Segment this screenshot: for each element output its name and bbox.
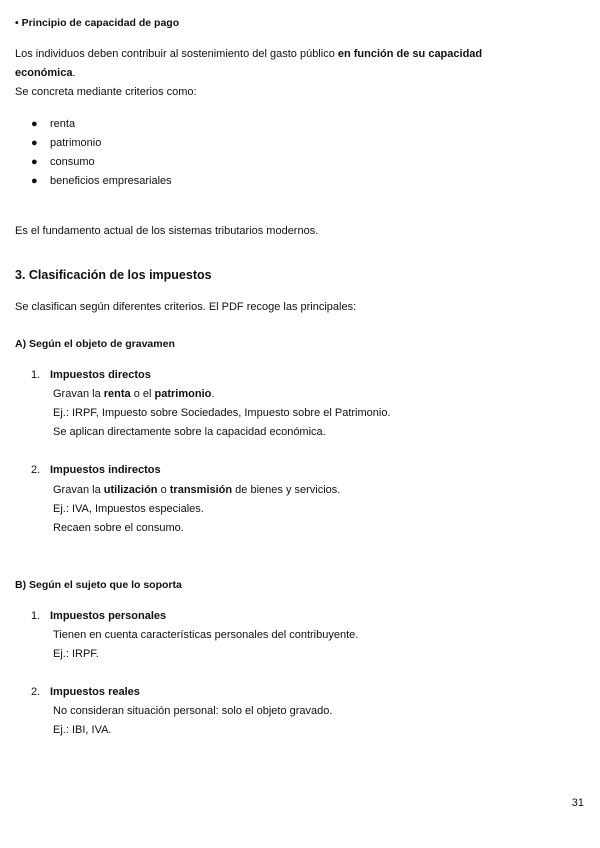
bullet-icon: ● xyxy=(31,156,38,168)
list-number: 1. xyxy=(31,610,41,622)
paragraph-continuation: económica. xyxy=(15,67,76,79)
bullet-icon: ● xyxy=(31,137,38,149)
subsection-title: B) Según el sujeto que lo soporta xyxy=(15,579,182,591)
list-number: 2. xyxy=(31,464,41,476)
item-title: Impuestos directos xyxy=(50,369,151,381)
list-number: 1. xyxy=(31,369,41,381)
bullet-icon: ● xyxy=(31,118,38,130)
paragraph: Se concreta mediante criterios como: xyxy=(15,86,197,98)
bullet-icon: ● xyxy=(31,175,38,187)
item-line: Gravan la renta o el patrimonio. xyxy=(53,388,215,400)
item-line: Gravan la utilización o transmisión de bienes y servicios. xyxy=(53,484,341,496)
section-title: 3. Clasificación de los impuestos xyxy=(15,268,212,282)
item-line: Ej.: IRPF. xyxy=(53,648,99,660)
paragraph: Los individuos deben contribuir al sostenimiento del gasto público en función de su capacidad xyxy=(15,48,483,60)
subsection-title: A) Según el objeto de gravamen xyxy=(15,338,175,350)
page-number: 31 xyxy=(571,797,584,809)
item-line: Ej.: IBI, IVA. xyxy=(53,724,112,736)
paragraph: Es el fundamento actual de los sistemas tributarios modernos. xyxy=(15,225,319,237)
item-title: Impuestos indirectos xyxy=(50,464,161,476)
paragraph: Se clasifican según diferentes criterios. El PDF recoge las principales: xyxy=(15,301,357,313)
item-title: Impuestos personales xyxy=(50,610,167,622)
item-line: Se aplican directamente sobre la capacidad económica. xyxy=(53,426,326,438)
item-title: Impuestos reales xyxy=(50,686,140,698)
item-line: Ej.: IRPF, Impuesto sobre Sociedades, Impuesto sobre el Patrimonio. xyxy=(53,407,391,419)
item-line: Recaen sobre el consumo. xyxy=(53,522,184,534)
item-line: No consideran situación personal: solo el objeto gravado. xyxy=(53,705,333,717)
section-heading: • Principio de capacidad de pago xyxy=(15,17,180,29)
list-number: 2. xyxy=(31,686,41,698)
item-line: Ej.: IVA, Impuestos especiales. xyxy=(53,503,204,515)
item-line: Tienen en cuenta características personales del contribuyente. xyxy=(53,629,359,641)
